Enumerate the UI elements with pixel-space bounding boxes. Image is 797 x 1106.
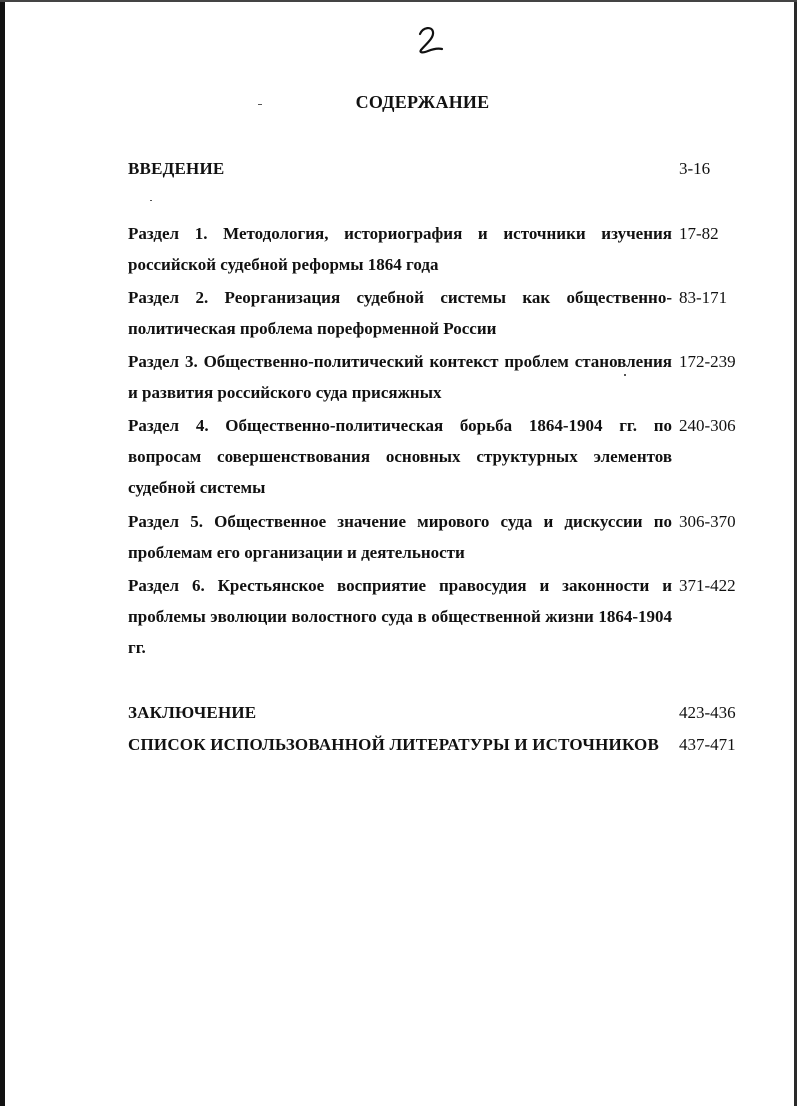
- toc-entry-title: ЗАКЛЮЧЕНИЕ: [128, 703, 257, 722]
- toc-entry-section-4: [128, 410, 740, 503]
- toc-entry-pages: 3-16: [679, 159, 711, 178]
- toc-entry-section-3: [128, 346, 740, 408]
- toc-entry-pages: 172-239: [679, 352, 736, 371]
- toc-entry-pages: 240-306: [679, 416, 736, 435]
- scan-speck: [258, 104, 262, 105]
- toc-entry-introduction: [128, 159, 740, 181]
- toc-entry-title: Раздел 6. Крестьянское восприятие правосудия и законности и проблемы эволюции волостного суда в общественной жизни 1864-1904 гг.: [128, 576, 672, 657]
- scan-edge-left: [0, 0, 5, 1106]
- toc-entry-pages: 371-422: [679, 576, 736, 595]
- toc-entry-title: Раздел 2. Реорганизация судебной системы как общественно-политическая проблема пореформенной России: [128, 288, 672, 338]
- toc-entry-bibliography: [128, 729, 740, 791]
- toc-entry-section-5: [128, 506, 740, 568]
- toc-entry-section-2: [128, 282, 740, 344]
- scan-speck: [150, 200, 152, 201]
- scan-edge-top: [0, 0, 797, 2]
- toc-entry-title: Раздел 4. Общественно-политическая борьба 1864-1904 гг. по вопросам совершенствования основных структурных элементов судебной системы: [128, 416, 672, 497]
- toc-entry-section-1: [128, 218, 740, 280]
- toc-entry-conclusion: [128, 697, 740, 728]
- toc-entry-pages: 83-171: [679, 288, 728, 307]
- handwritten-page-number: [414, 22, 454, 62]
- page-title: СОДЕРЖАНИЕ: [355, 92, 490, 112]
- handwritten-two-icon: [414, 22, 454, 62]
- toc-entry-title: ВВЕДЕНИЕ: [128, 159, 225, 178]
- toc-entry-pages: 17-82: [679, 224, 719, 243]
- toc-entry-pages: 437-471: [679, 735, 736, 754]
- toc-entry-pages: 306-370: [679, 512, 736, 531]
- toc-entry-section-6: [128, 570, 740, 663]
- toc-entry-pages: 423-436: [679, 703, 736, 722]
- toc-entry-title: Раздел 5. Общественное значение мирового суда и дискуссии по проблемам его организации и деятельности: [128, 512, 672, 562]
- toc-entry-title: Раздел 3. Общественно-политический контекст проблем становления и развития российского суда присяжных: [128, 352, 672, 402]
- toc-entry-title: Раздел 1. Методология, историография и источники изучения российской судебной реформы 1864 года: [128, 224, 672, 274]
- toc-entry-title: СПИСОК ИСПОЛЬЗОВАННОЙ ЛИТЕРАТУРЫ И ИСТОЧНИКОВ: [128, 735, 660, 754]
